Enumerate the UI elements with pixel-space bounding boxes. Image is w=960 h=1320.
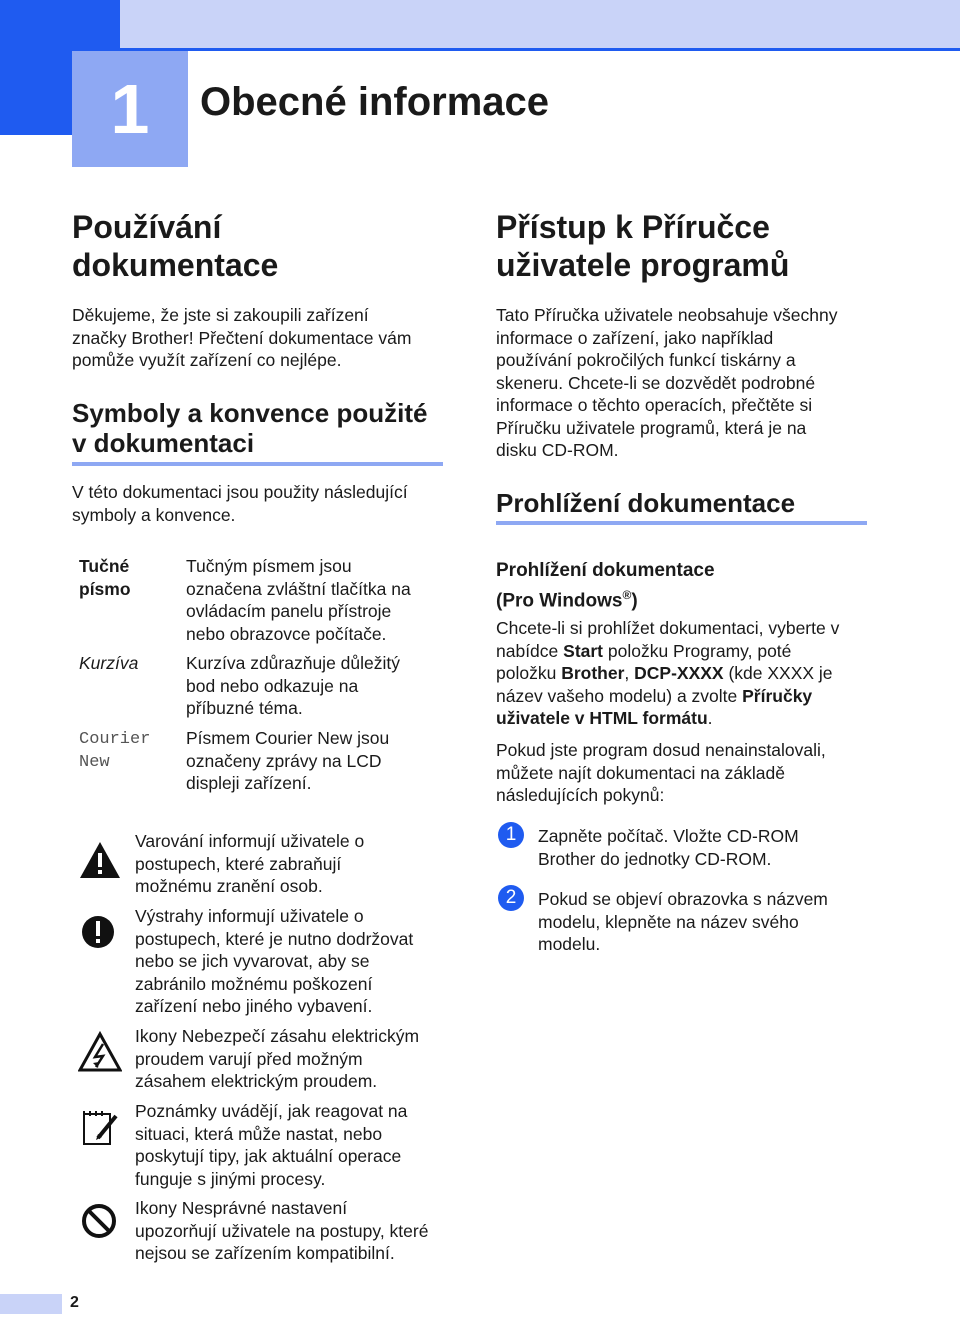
step-number-1: 1 bbox=[498, 822, 524, 848]
right-para-1: Chcete-li si prohlížet dokumentaci, vyberte v nabídce Start položku Programy, poté položku Brother, DCP-XXXX (kde XXXX je název vašeho modelu) a zvolte Příručky uživatele v HTML formátu. bbox=[496, 618, 840, 728]
conventions-intro: V této dokumentaci jsou použity následující symboly a konvence. bbox=[72, 482, 408, 525]
right-heading-3: Prohlížení dokumentace (Pro Windows®) bbox=[496, 560, 715, 612]
page-number: 2 bbox=[70, 1294, 79, 1311]
right-heading-1: Přístup k Příručce uživatele programů bbox=[496, 209, 790, 283]
right-para-2: Pokud jste program dosud nenainstalovali, můžete najít dokumentaci na základě následujících pokynů: bbox=[496, 740, 826, 805]
convention-term-bold: Tučné písmo bbox=[79, 556, 131, 599]
section-rule-right bbox=[496, 521, 867, 525]
note-tip: Poznámky uvádějí, jak reagovat na situaci, která může nastat, nebo poskytují tipy, jak aktuální operace funguje s jinými procesy. bbox=[135, 1101, 408, 1189]
caution-exclamation-icon bbox=[78, 910, 122, 954]
note-warning: Varování informují uživatele o postupech, které zabraňují možnému zranění osob. bbox=[135, 831, 365, 896]
prohibited-icon bbox=[78, 1199, 122, 1243]
note-pencil-icon bbox=[78, 1106, 122, 1150]
note-caution: Výstrahy informují uživatele o postupech, které je nutno dodržovat nebo se jich vyvarovat, aby se zabránilo možnému poškození zařízení nebo jiného vybavení. bbox=[135, 906, 414, 1016]
left-heading-2: Symboly a konvence použité v dokumentaci bbox=[72, 398, 428, 458]
left-heading-1: Používání dokumentace bbox=[72, 209, 279, 283]
electrical-hazard-icon bbox=[78, 1030, 122, 1074]
header-band-light bbox=[120, 0, 960, 48]
note-electrical: Ikony Nebezpečí zásahu elektrickým proudem varují před možným zásahem elektrickým proudem. bbox=[135, 1026, 420, 1091]
convention-desc-bold: Tučným písmem jsou označena zvláštní tlačítka na ovládacím panelu přístroje nebo obrazovce počítače. bbox=[186, 556, 411, 644]
section-rule-left bbox=[72, 462, 443, 466]
header-rule bbox=[120, 48, 960, 51]
convention-term-courier: Courier New bbox=[79, 730, 151, 772]
right-heading-2: Prohlížení dokumentace bbox=[496, 488, 796, 518]
step-2-text: Pokud se objeví obrazovka s názvem modelu, klepněte na název svého modelu. bbox=[538, 889, 828, 954]
convention-desc-italic: Kurzíva zdůrazňuje důležitý bod nebo odkazuje na příbuzné téma. bbox=[186, 653, 400, 718]
convention-term-italic: Kurzíva bbox=[79, 653, 139, 673]
right-intro: Tato Příručka uživatele neobsahuje všechny informace o zařízení, jako například používání pokročilých funkcí tiskárny a skeneru. Chcete-li se dozvědět podrobné informace o těchto operacích, přečtěte si Příručku uživatele programů, která je na disku CD-ROM. bbox=[496, 305, 838, 460]
warning-triangle-icon bbox=[78, 838, 122, 882]
footer-bar bbox=[0, 1294, 62, 1314]
convention-desc-courier: Písmem Courier New jsou označeny zprávy na LCD displeji zařízení. bbox=[186, 728, 390, 793]
chapter-number: 1 bbox=[72, 51, 188, 167]
chapter-title: Obecné informace bbox=[200, 80, 550, 124]
left-intro: Děkujeme, že jste si zakoupili zařízení značky Brother! Přečtení dokumentace vám pomůže využít zařízení co nejlépe. bbox=[72, 305, 412, 370]
step-number-2: 2 bbox=[498, 885, 524, 911]
note-incompatible: Ikony Nesprávné nastavení upozorňují uživatele na postupy, které nejsou se zařízením kompatibilní. bbox=[135, 1198, 429, 1263]
step-1-text: Zapněte počítač. Vložte CD-ROM Brother do jednotky CD-ROM. bbox=[538, 826, 799, 869]
